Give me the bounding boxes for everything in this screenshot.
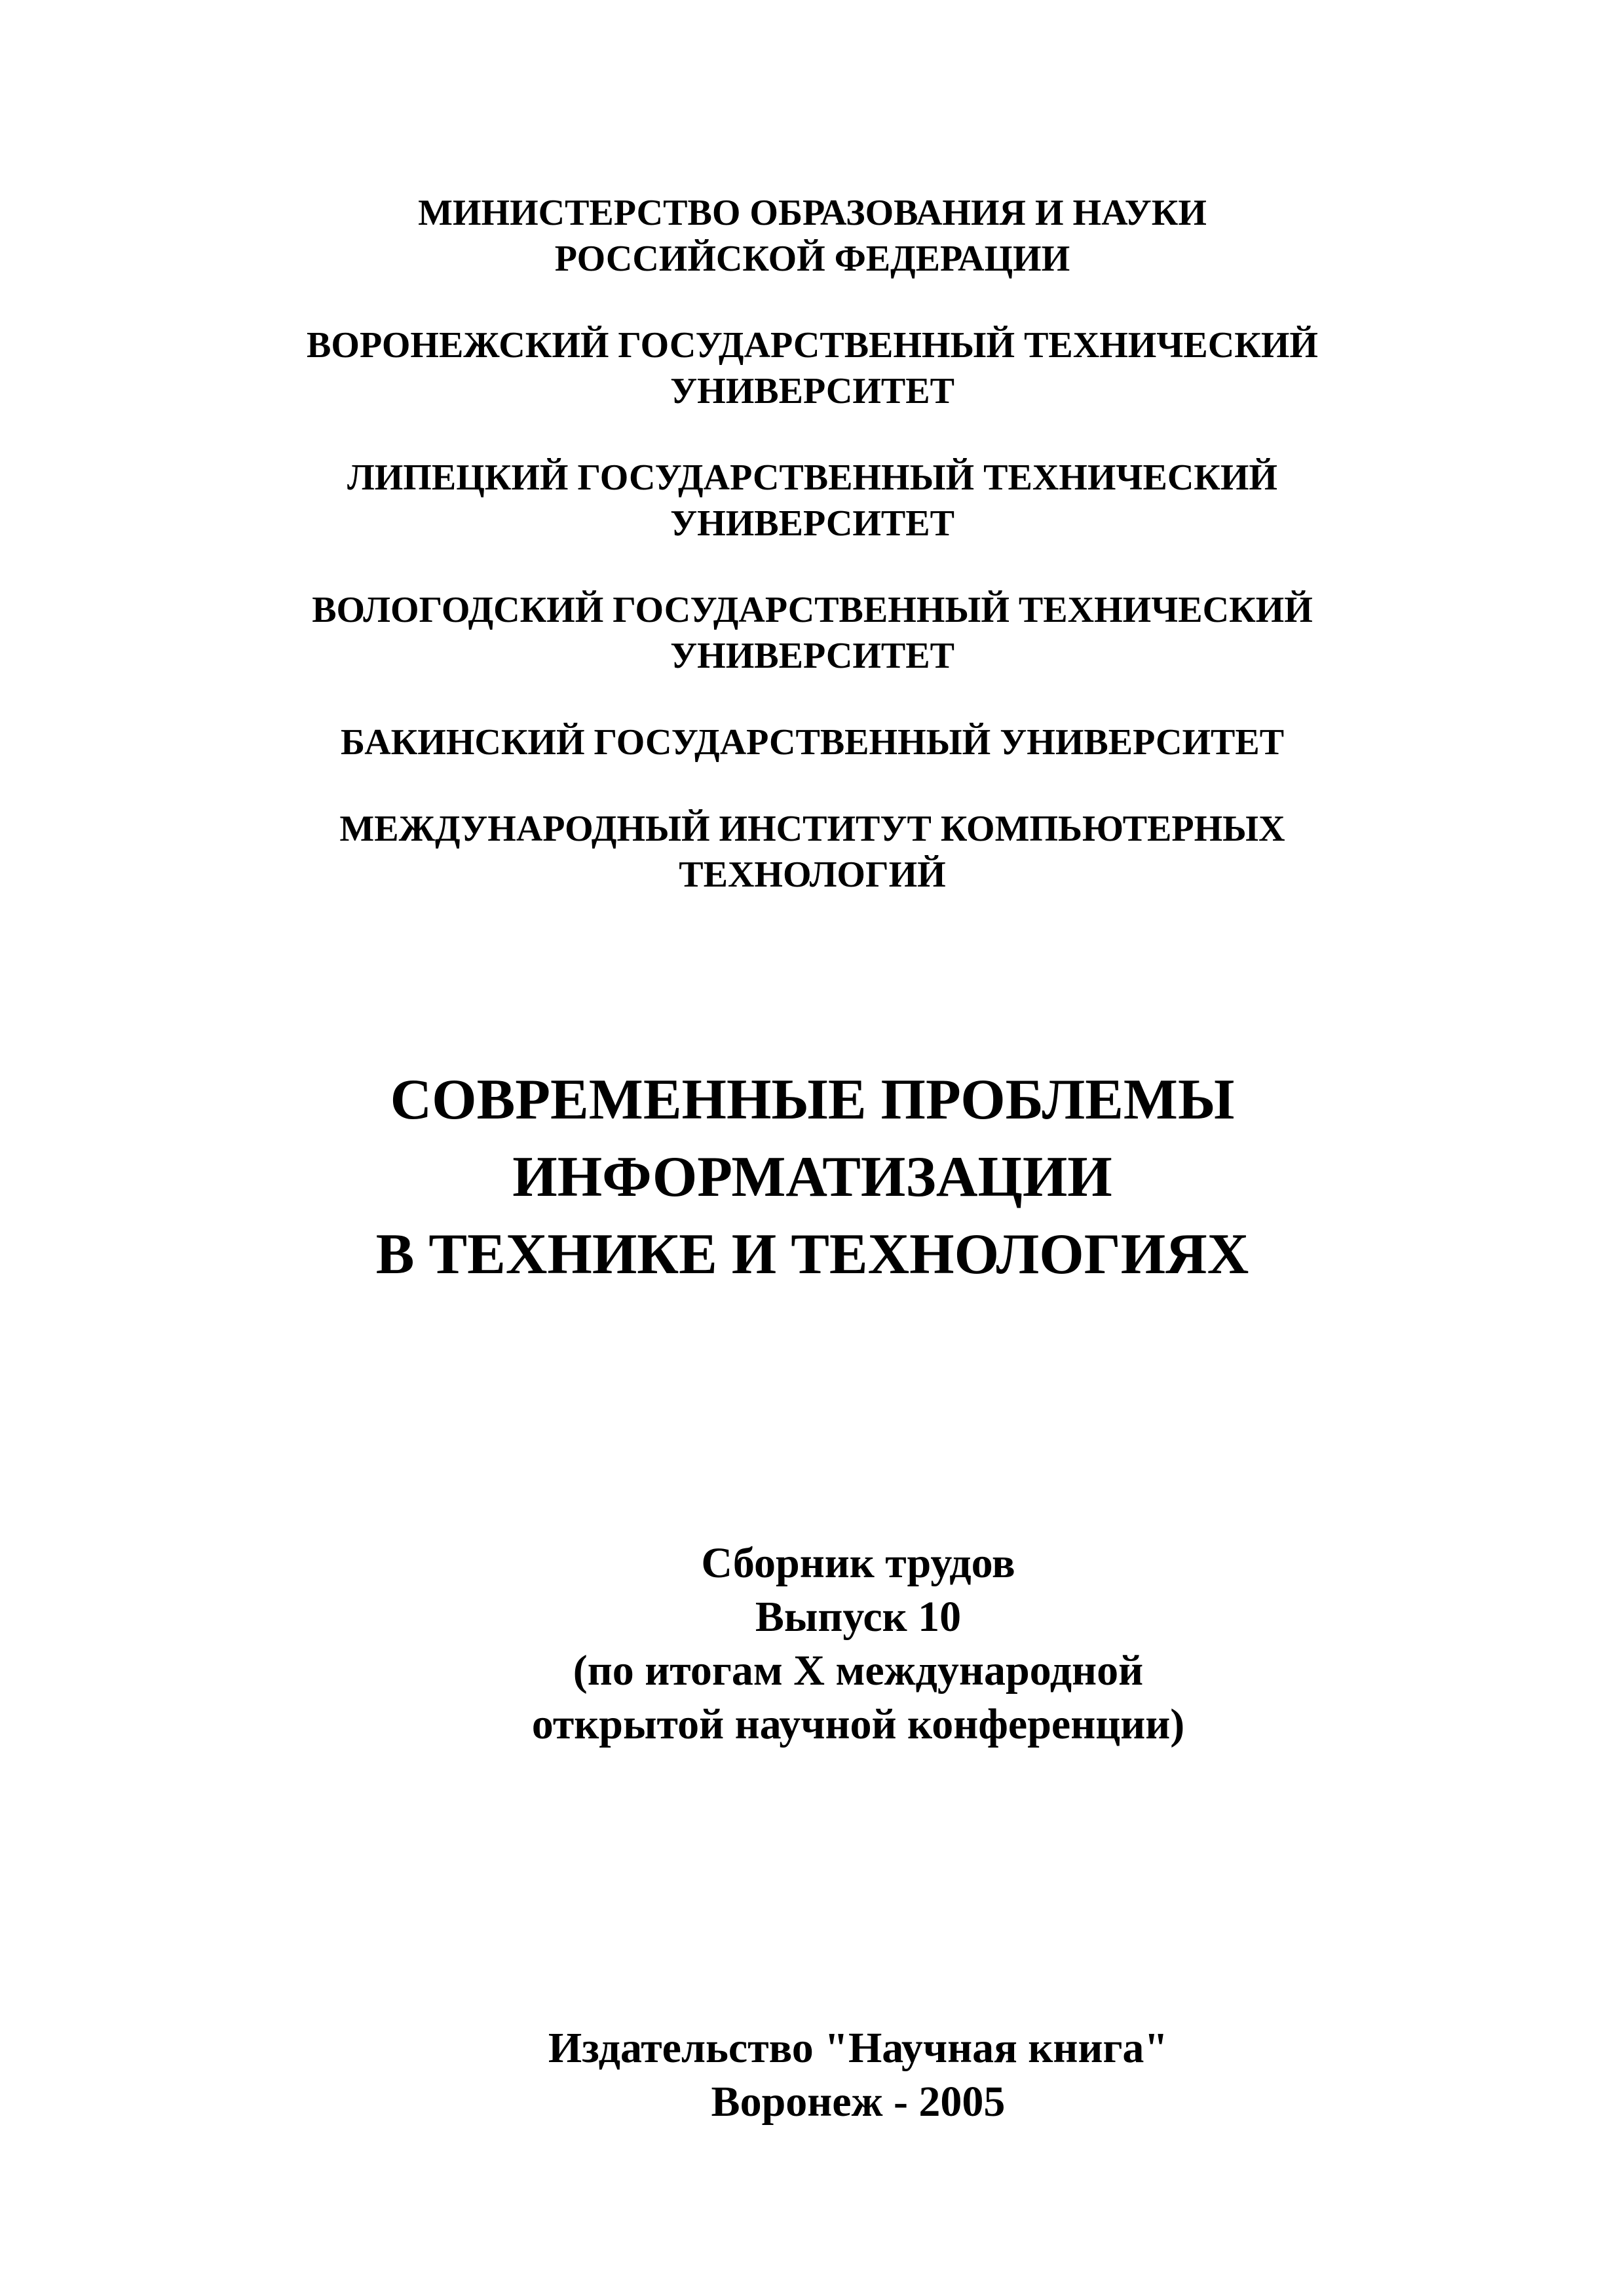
- publisher-city-year: Воронеж - 2005: [711, 2078, 1006, 2126]
- collection-type: Сборник трудов: [701, 1539, 1015, 1587]
- organization-iict: [197, 806, 1428, 898]
- organization-line: УНИВЕРСИТЕТ: [670, 371, 954, 411]
- organization-line: ВОРОНЕЖСКИЙ ГОСУДАРСТВЕННЫЙ ТЕХНИЧЕСКИЙ: [307, 325, 1318, 366]
- organization-bsu: [197, 719, 1428, 765]
- collection-issue: Выпуск 10: [755, 1593, 962, 1641]
- organization-vogtu: [197, 587, 1428, 679]
- collection-info: [419, 1537, 1297, 1751]
- organization-line: ЛИПЕЦКИЙ ГОСУДАРСТВЕННЫЙ ТЕХНИЧЕСКИЙ: [347, 457, 1277, 498]
- book-title-line: ИНФОРМАТИЗАЦИИ: [512, 1145, 1112, 1209]
- organization-line: МЕЖДУНАРОДНЫЙ ИНСТИТУТ КОМПЬЮТЕРНЫХ: [339, 809, 1285, 849]
- organization-ministry: [197, 190, 1428, 282]
- book-title-line: СОВРЕМЕННЫЕ ПРОБЛЕМЫ: [390, 1068, 1235, 1132]
- book-title: [197, 1062, 1428, 1293]
- collection-note: открытой научной конференции): [531, 1700, 1185, 1748]
- organization-line: УНИВЕРСИТЕТ: [670, 503, 954, 544]
- organization-line: ВОЛОГОДСКИЙ ГОСУДАРСТВЕННЫЙ ТЕХНИЧЕСКИЙ: [312, 590, 1313, 630]
- publisher-name: Издательство "Научная книга": [548, 2024, 1169, 2072]
- publisher-info: [419, 2021, 1297, 2129]
- organization-line: МИНИСТЕРСТВО ОБРАЗОВАНИЯ И НАУКИ: [418, 193, 1207, 233]
- organization-line: РОССИЙСКОЙ ФЕДЕРАЦИИ: [554, 239, 1070, 279]
- organization-line: ТЕХНОЛОГИЙ: [679, 854, 946, 895]
- organizations-block: [197, 190, 1428, 938]
- collection-note: (по итогам X международной: [573, 1647, 1144, 1694]
- organization-line: УНИВЕРСИТЕТ: [670, 636, 954, 676]
- book-title-line: В ТЕХНИКЕ И ТЕХНОЛОГИЯХ: [375, 1223, 1249, 1286]
- organization-lstu: [197, 455, 1428, 546]
- organization-line: БАКИНСКИЙ ГОСУДАРСТВЕННЫЙ УНИВЕРСИТЕТ: [340, 722, 1285, 763]
- organization-vstu: [197, 322, 1428, 414]
